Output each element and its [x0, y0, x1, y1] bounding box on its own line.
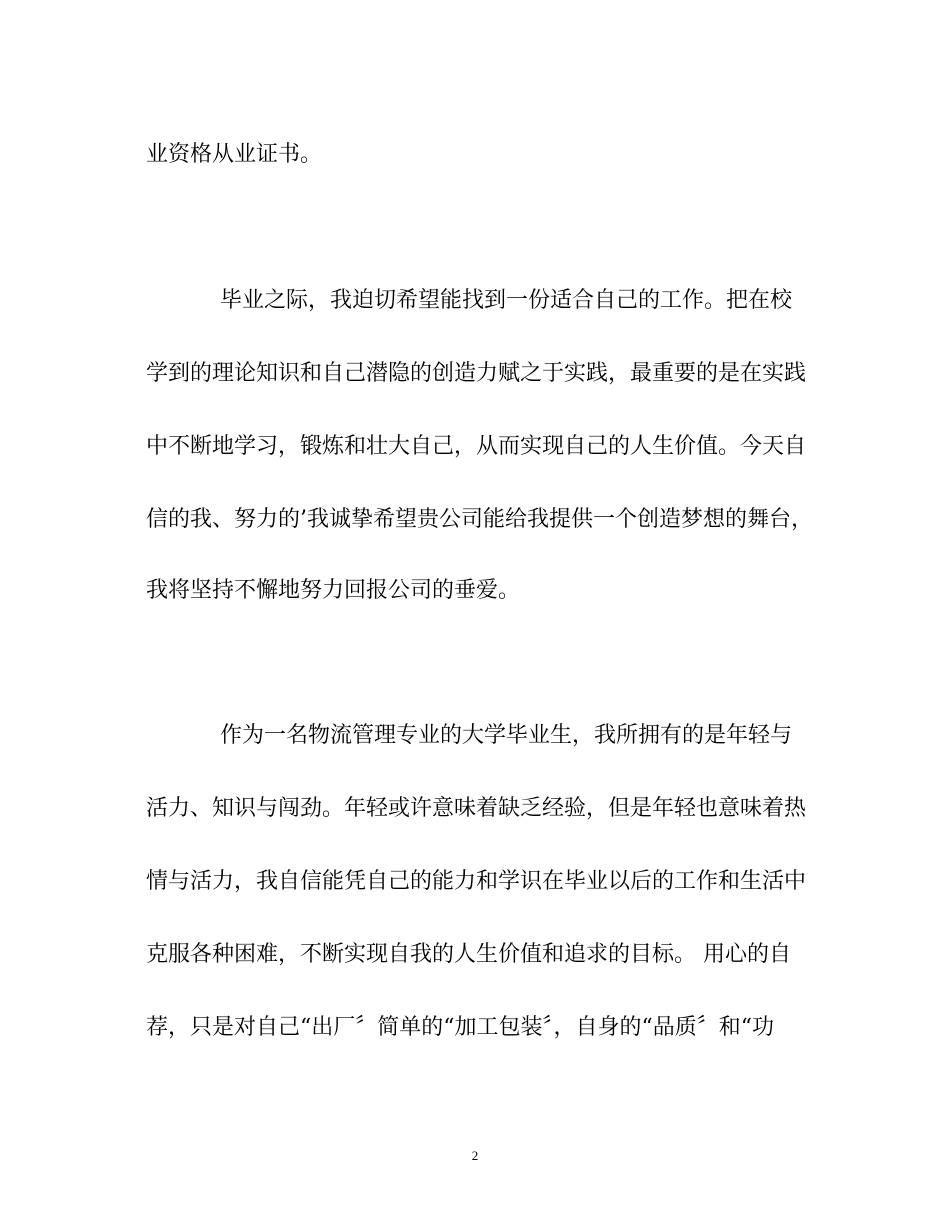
paragraph-line: 作为一名物流管理专业的大学毕业生，我所拥有的是年轻与	[220, 723, 793, 748]
paragraph-line: 中不断地学习，锻炼和壮大自己，从而实现自己的人生价值。今天自	[146, 434, 807, 459]
paragraph-line: 活力、知识与闯劲。年轻或许意味着缺乏经验，但是年轻也意味着热	[146, 796, 807, 821]
continuation-line: 业资格从业证书。	[146, 142, 323, 167]
page-number: 2	[471, 1148, 479, 1163]
paragraph-line: 信的我、努力的’我诚挚希望贵公司能给我提供一个创造梦想的舞台，	[146, 507, 813, 532]
paragraph-line: 毕业之际，我迫切希望能找到一份适合自己的工作。把在校	[220, 288, 793, 313]
paragraph-line: 我将坚持不懈地努力回报公司的垂爱。	[146, 578, 521, 603]
paragraph-line: 情与活力，我自信能凭自己的能力和学识在毕业以后的工作和生活中	[146, 869, 807, 894]
paragraph-line: 学到的理论知识和自己潜隐的创造力赋之于实践，最重要的是在实践	[146, 361, 807, 386]
paragraph-line: 荐，只是对自己“出厂〞简单的“加工包装〞，自身的“品质〞和“功	[146, 1015, 774, 1040]
paragraph-line: 克服各种困难，不断实现自我的人生价值和追求的目标。 用心的自	[146, 942, 791, 967]
